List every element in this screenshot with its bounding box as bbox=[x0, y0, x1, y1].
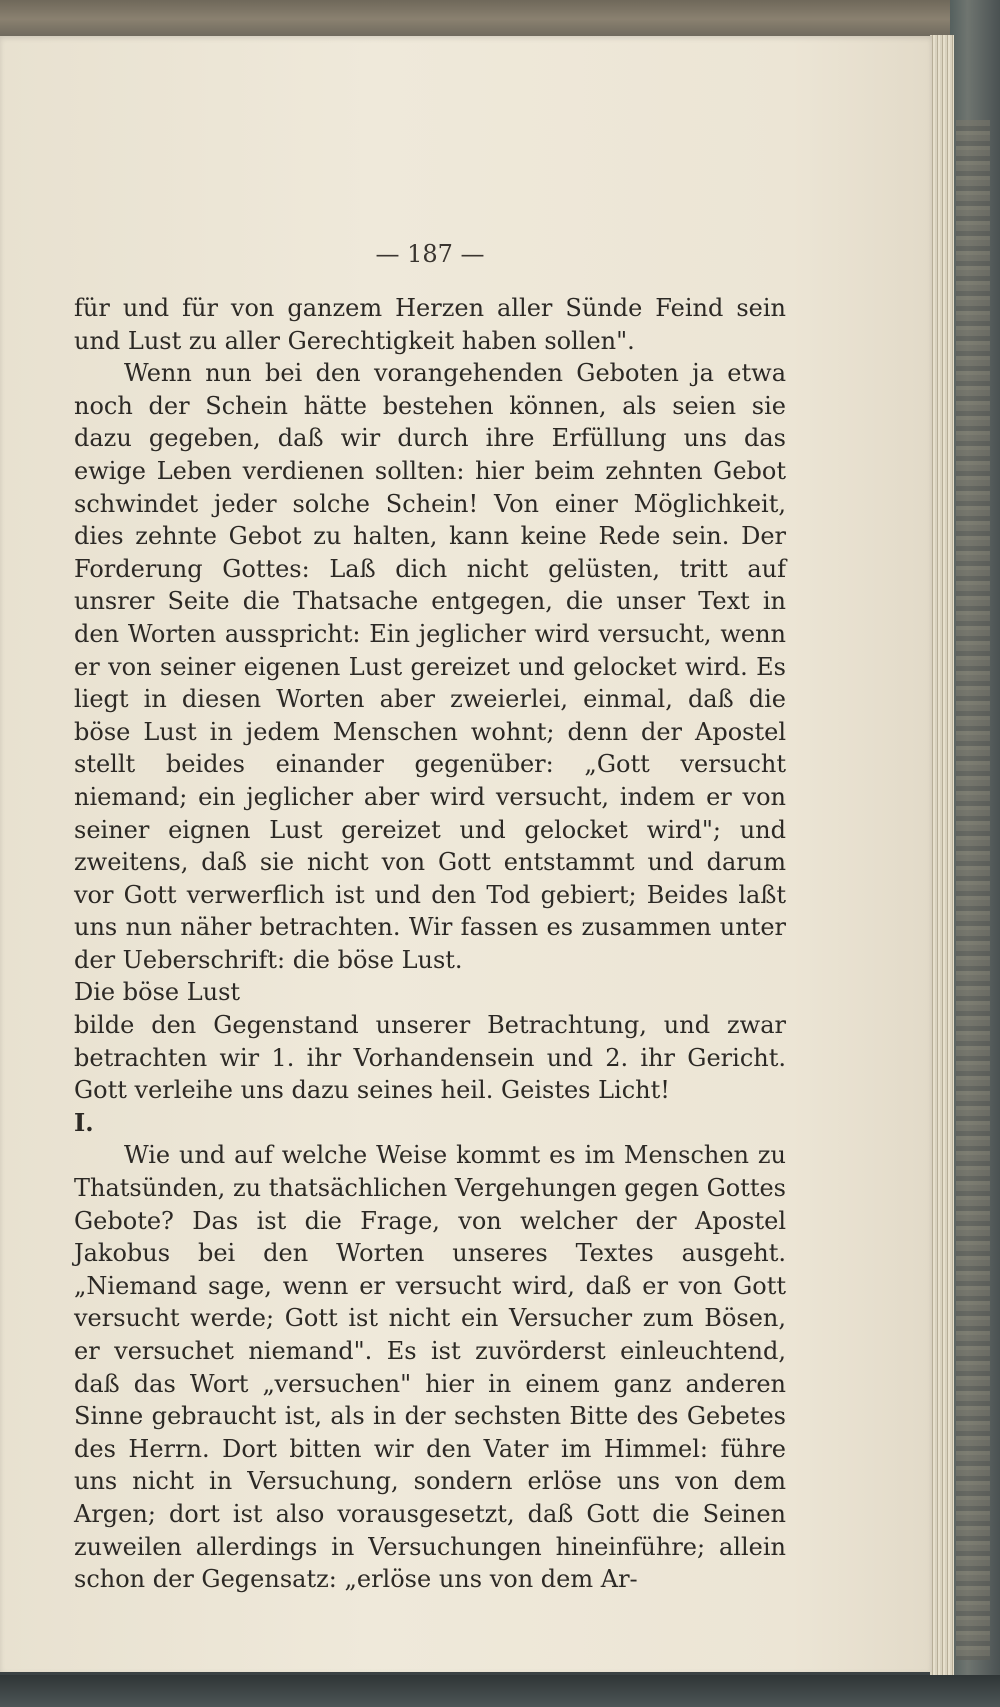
section-heading: Die böse Lust bbox=[74, 978, 241, 1007]
paragraph-intro: bilde den Gegenstand unserer Betrachtung, und zwar betrachten wir 1. ihr Vorhandensein und 2. ihr Gericht. Gott verleihe uns dazu seines heil. Geistes Licht! bbox=[74, 1011, 786, 1105]
paragraph-continuation: für und für von ganzem Herzen aller Sünde Feind sein und Lust zu aller Gerechtigkeit haben sollen". bbox=[74, 294, 786, 355]
book-cover-bottom bbox=[0, 1675, 1000, 1707]
paragraph-body: Wenn nun bei den vorangehenden Geboten ja etwa noch der Schein hätte bestehen können, als seien sie dazu gegeben, daß wir durch ihre Erfüllung uns das ewige Leben verdienen sollten: hier beim zehnten Gebot schwindet jeder solche Schein! Von einer Möglichkeit, dies zehnte Gebot zu halten, kann keine Rede sein. Der Forderung Gottes: Laß dich nicht gelüsten, tritt auf unsrer Seite die Thatsache entgegen, die unser Text in den Worten ausspricht: Ein jeglicher wird versucht, wenn er von seiner eigenen Lust gereizet und gelocket wird. Es liegt in diesen Worten aber zweierlei, einmal, daß die böse Lust in jedem Menschen wohnt; denn der Apostel stellt beides einander gegenüber: „Gott versucht niemand; ein jeglicher aber wird versucht, indem er von seiner eignen Lust gereizet und gelocket wird"; und zweitens, daß sie nicht von Gott entstammt und darum vor Gott verwerflich ist und den Tod gebiert; Beides laßt uns nun näher betrachten. Wir fassen es zusammen unter der Ueberschrift: die böse Lust. bbox=[74, 359, 786, 974]
paragraph-section-one: Wie und auf welche Weise kommt es im Menschen zu Thatsünden, zu thatsächlichen Vergehungen gegen Gottes Gebote? Das ist die Frage, von welcher der Apostel Jakobus bei den Worten unseres Textes ausgeht. „Niemand sage, wenn er versucht wird, daß er von Gott versucht werde; Gott ist nicht ein Versucher zum Bösen, er versuchet niemand". Es ist zuvörderst einleuchtend, daß das Wort „versuchen" hier in einem ganz anderen Sinne gebraucht ist, als in der sechsten Bitte des Gebetes des Herrn. Dort bitten wir den Vater im Himmel: führe uns nicht in Versuchung, sondern erlöse uns von dem Argen; dort ist also vorausgesetzt, daß Gott die Seinen zuweilen allerdings in Versuchungen hineinführe; allein schon der Gegensatz: „erlöse uns von dem Ar- bbox=[74, 1141, 786, 1594]
page-text bbox=[74, 292, 786, 1596]
section-number: I. bbox=[74, 1107, 94, 1137]
page-number: — 187 — bbox=[375, 240, 485, 268]
page-edges bbox=[930, 35, 954, 1675]
book-page bbox=[0, 36, 932, 1672]
book-cover-right bbox=[950, 0, 1000, 1707]
